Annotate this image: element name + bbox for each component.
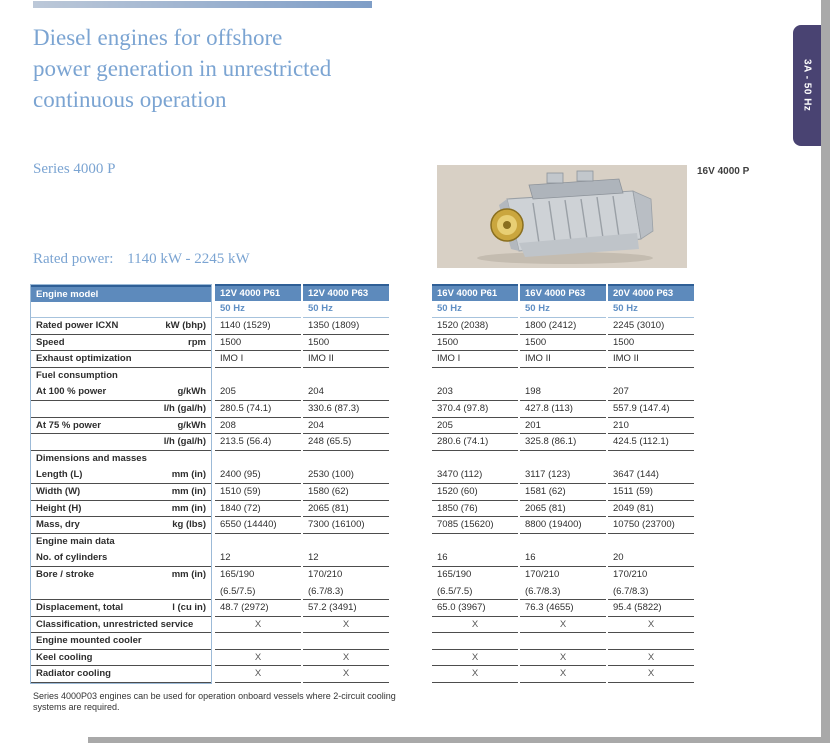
value-cell: 3117 (123): [520, 467, 606, 484]
value-cell: 210: [608, 418, 694, 435]
value-cell: X: [215, 650, 301, 667]
value-cell: [215, 368, 301, 385]
value-cell: X: [303, 617, 389, 634]
row-label: Engine mounted cooler: [36, 635, 142, 647]
row-label: Engine main data: [36, 535, 115, 547]
row-unit: kW (bhp): [165, 320, 206, 331]
value-cell: IMO I: [432, 351, 518, 368]
engine-model-name: 12V 4000 P63: [303, 284, 389, 301]
row-unit: l (cu in): [172, 602, 206, 614]
value-cell: X: [608, 617, 694, 634]
value-cell: [608, 451, 694, 468]
value-cell: 1840 (72): [215, 501, 301, 518]
engine-model-name: 20V 4000 P63: [608, 284, 694, 301]
spec-row-label: [31, 318, 211, 335]
value-cell: 6550 (14440): [215, 517, 301, 534]
value-cell: X: [432, 650, 518, 667]
value-cell: X: [608, 666, 694, 683]
value-cell: 165/190: [220, 568, 255, 580]
value-cell: 370.4 (97.8): [432, 401, 518, 418]
spec-row-label: [31, 517, 211, 534]
value-cell: 170/210: [525, 568, 560, 580]
row-label: Width (W): [36, 485, 81, 497]
value-cell: 280.5 (74.1): [215, 401, 301, 418]
value-cell: 1580 (62): [303, 484, 389, 501]
value-cell: X: [215, 666, 301, 683]
value-cell: 205: [215, 384, 301, 401]
value-cell: [215, 633, 301, 650]
frequency-label: 50 Hz: [608, 301, 694, 318]
engine-photo: [437, 165, 687, 268]
spec-row-label: [31, 666, 211, 683]
value-cell: [303, 451, 389, 468]
row-label: Length (L): [36, 469, 83, 481]
value-cell: 95.4 (5822): [608, 600, 694, 617]
value-cell: IMO II: [608, 351, 694, 368]
row-label: No. of cylinders: [36, 552, 108, 564]
value-cell: [303, 633, 389, 650]
value-cell: [303, 368, 389, 385]
engine-column: [432, 284, 518, 683]
spec-row-label: [31, 584, 211, 601]
frequency-label: 50 Hz: [215, 301, 301, 318]
value-cell: [432, 368, 518, 385]
value-cell: 248 (65.5): [303, 434, 389, 451]
value-cell: 1500: [432, 335, 518, 352]
value-cell: X: [520, 617, 606, 634]
engine-column: [303, 284, 389, 683]
engine-model-name: 16V 4000 P61: [432, 284, 518, 301]
spec-row-label: [31, 633, 211, 650]
section-row-label: [31, 451, 211, 468]
section-row-label: [31, 534, 211, 551]
spec-row-label: [31, 501, 211, 518]
value-cell: 16: [520, 550, 606, 567]
rated-power-value: 1140 kW - 2245 kW: [127, 251, 250, 267]
row-unit: l/h (gal/h): [163, 402, 206, 414]
engine-column: [215, 284, 301, 683]
value-cell: (6.7/8.3): [608, 584, 694, 601]
value-cell: [520, 534, 606, 551]
spec-row-label: [31, 351, 211, 368]
value-cell: 557.9 (147.4): [608, 401, 694, 418]
value-cell: 7085 (15620): [432, 517, 518, 534]
value-cell: 1510 (59): [215, 484, 301, 501]
rated-power-label: Rated power:: [33, 251, 114, 267]
value-cell: 165/190: [437, 568, 472, 580]
spec-row-label: [31, 384, 211, 401]
value-cell: [520, 451, 606, 468]
spec-row-label: [31, 434, 211, 451]
value-cell: [303, 534, 389, 551]
value-cell: [608, 368, 694, 385]
row-label: Mass, dry: [36, 519, 80, 531]
page-title-line: Diesel engines for offshore: [33, 25, 283, 50]
value-cell: 208: [215, 418, 301, 435]
page-title-line: power generation in unrestricted: [33, 56, 332, 81]
value-cell: 12: [303, 550, 389, 567]
series-subtitle: Series 4000 P: [33, 161, 116, 177]
value-cell: 16: [432, 550, 518, 567]
value-cell: [520, 368, 606, 385]
row-label: At 100 % power: [36, 386, 107, 398]
value-cell: 1500: [303, 335, 389, 352]
value-cell: 1581 (62): [520, 484, 606, 501]
row-label: Exhaust optimization: [36, 353, 132, 365]
value-cell: 1350 (1809): [303, 318, 389, 335]
spec-label-column: [30, 284, 212, 684]
row-label: Rated power ICXN: [36, 320, 119, 331]
row-label: Dimensions and masses: [36, 452, 147, 464]
row-label: Displacement, total: [36, 602, 124, 614]
rated-power-line: [33, 251, 250, 268]
value-cell: 170/210: [308, 568, 343, 580]
row-unit: kg (lbs): [172, 519, 206, 531]
engine-column: [520, 284, 606, 683]
value-cell: 203: [432, 384, 518, 401]
section-tab-label: 3A - 50 Hz: [801, 59, 813, 112]
spec-row-label: [31, 418, 211, 435]
frequency-label: 50 Hz: [432, 301, 518, 318]
value-cell: 1140 (1529): [215, 318, 301, 335]
value-cell: 330.6 (87.3): [303, 401, 389, 418]
value-cell: IMO I: [215, 351, 301, 368]
label-column-spacer: [31, 302, 211, 318]
page-title-line: continuous operation: [33, 87, 227, 112]
engine-illustration: [437, 165, 687, 268]
value-cell: 76.3 (4655): [520, 600, 606, 617]
value-cell: [432, 534, 518, 551]
section-row-label: [31, 368, 211, 385]
value-cell: 204: [303, 384, 389, 401]
value-cell: 1520 (60): [432, 484, 518, 501]
value-cell: 213.5 (56.4): [215, 434, 301, 451]
spec-row-label: [31, 617, 211, 634]
value-cell: 2065 (81): [520, 501, 606, 518]
value-cell: [215, 451, 301, 468]
value-cell: [608, 633, 694, 650]
row-unit: g/kWh: [177, 386, 206, 398]
row-label: Classification, unrestricted service: [36, 618, 194, 630]
value-cell: [432, 451, 518, 468]
value-cell: X: [520, 650, 606, 667]
row-label: Keel cooling: [36, 651, 93, 663]
spec-row-label: [31, 567, 211, 584]
row-unit: l/h (gal/h): [163, 436, 206, 448]
value-cell: X: [608, 650, 694, 667]
row-unit: g/kWh: [177, 419, 206, 431]
value-cell: 65.0 (3967): [432, 600, 518, 617]
engine-photo-caption: 16V 4000 P: [697, 166, 750, 177]
row-unit: rpm: [188, 336, 206, 348]
value-cell: 1500: [608, 335, 694, 352]
value-cell: 424.5 (112.1): [608, 434, 694, 451]
row-label: Radiator cooling: [36, 668, 111, 680]
value-cell: 2049 (81): [608, 501, 694, 518]
value-cell: 2400 (95): [215, 467, 301, 484]
section-tab-3a-50hz: [793, 25, 821, 146]
engine-model-name: 12V 4000 P61: [215, 284, 301, 301]
spec-row-label: [31, 484, 211, 501]
spec-row-label: [31, 550, 211, 567]
value-cell: 205: [432, 418, 518, 435]
value-cell: 2245 (3010): [608, 318, 694, 335]
spec-row-label: [31, 401, 211, 418]
value-cell: [520, 633, 606, 650]
value-cell: 3470 (112): [432, 467, 518, 484]
value-cell: 325.8 (86.1): [520, 434, 606, 451]
value-cell: (6.5/7.5): [432, 584, 518, 601]
spec-row-label: [31, 335, 211, 352]
frequency-label: 50 Hz: [303, 301, 389, 318]
row-label: Bore / stroke: [36, 568, 95, 580]
page-edge-shadow-right: [821, 0, 830, 743]
value-cell: 198: [520, 384, 606, 401]
value-cell: 2530 (100): [303, 467, 389, 484]
value-cell: 57.2 (3491): [303, 600, 389, 617]
value-cell: X: [432, 666, 518, 683]
spec-row-label: [31, 650, 211, 667]
value-cell: (6.5/7.5): [215, 584, 301, 601]
value-cell: 7300 (16100): [303, 517, 389, 534]
page-title: [33, 22, 331, 115]
row-label: Speed: [36, 336, 65, 348]
value-cell: 1520 (2038): [432, 318, 518, 335]
value-cell: 48.7 (2972): [215, 600, 301, 617]
value-cell: 12: [215, 550, 301, 567]
value-cell: 280.6 (74.1): [432, 434, 518, 451]
row-unit: mm (in): [171, 568, 206, 580]
value-cell: [432, 633, 518, 650]
footnote-text: Series 4000P03 engines can be used for operation onboard vessels where 2-circuit cooling systems are required.: [33, 691, 396, 712]
label-rows: [31, 318, 211, 683]
value-cell: 8800 (19400): [520, 517, 606, 534]
value-cell: 10750 (23700): [608, 517, 694, 534]
frequency-label: 50 Hz: [520, 301, 606, 318]
value-cell: X: [432, 617, 518, 634]
value-cell: X: [303, 650, 389, 667]
top-accent-bar: [33, 1, 372, 8]
value-cell: [215, 534, 301, 551]
spec-row-label: [31, 600, 211, 617]
value-cell: (6.7/8.3): [520, 584, 606, 601]
value-cell: IMO II: [520, 351, 606, 368]
value-cell: 170/210: [613, 568, 648, 580]
row-unit: mm (in): [171, 485, 206, 497]
value-cell: 1850 (76): [432, 501, 518, 518]
page-edge-shadow-bottom: [88, 737, 830, 743]
value-cell: 204: [303, 418, 389, 435]
row-label: Height (H): [36, 502, 82, 514]
value-cell: (6.7/8.3): [303, 584, 389, 601]
engine-model-header: Engine model: [31, 285, 211, 302]
value-cell: X: [215, 617, 301, 634]
row-unit: mm (in): [171, 469, 206, 481]
row-unit: mm (in): [171, 502, 206, 514]
value-cell: 2065 (81): [303, 501, 389, 518]
value-cell: [608, 534, 694, 551]
value-cell: 427.8 (113): [520, 401, 606, 418]
value-cell: 3647 (144): [608, 467, 694, 484]
value-cell: 1500: [520, 335, 606, 352]
engine-model-name: 16V 4000 P63: [520, 284, 606, 301]
value-cell: 1511 (59): [608, 484, 694, 501]
value-cell: X: [520, 666, 606, 683]
spec-table: [30, 284, 694, 685]
spec-row-label: [31, 467, 211, 484]
value-cell: 1800 (2412): [520, 318, 606, 335]
value-cell: 207: [608, 384, 694, 401]
value-cell: 201: [520, 418, 606, 435]
row-label: Fuel consumption: [36, 369, 118, 381]
value-cell: X: [303, 666, 389, 683]
row-label: At 75 % power: [36, 419, 101, 431]
value-cell: 20: [608, 550, 694, 567]
engine-column: [608, 284, 694, 683]
value-cell: IMO II: [303, 351, 389, 368]
value-cell: 1500: [215, 335, 301, 352]
